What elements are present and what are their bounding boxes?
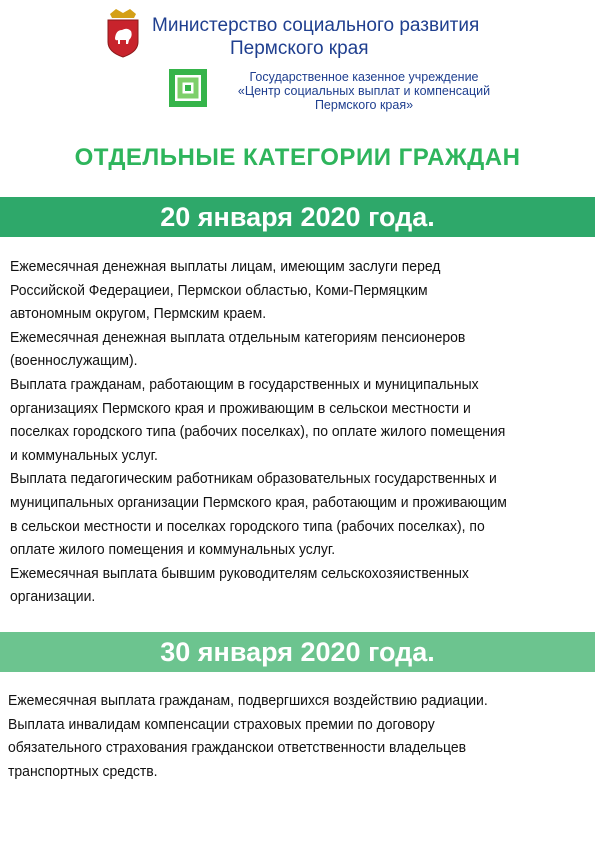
- text-line: Выплата гражданам, работающим в государственных и муниципальных: [10, 375, 479, 393]
- center-line-3: Пермского края»: [314, 98, 414, 112]
- center-name: [214, 70, 514, 112]
- section-1-text: [10, 255, 590, 609]
- text-line: оплате жилого помещения и коммунальных услуг.: [10, 541, 336, 559]
- text-line: организации.: [10, 588, 96, 606]
- text-line: муниципальных организации Пермского края, работающим и проживающим: [10, 493, 507, 511]
- ministry-name: [152, 14, 512, 60]
- text-line: и коммунальных услуг.: [10, 446, 158, 464]
- text-line: Российской Федерациеи, Пермскои областью, Коми-Пермяцким: [10, 281, 428, 299]
- center-line-2: «Центр социальных выплат и компенсаций: [237, 84, 491, 98]
- date-banner-2: 30 января 2020 года.: [0, 632, 595, 672]
- section-2-text: [8, 689, 588, 783]
- text-line: поселках городского типа (рабочих поселках), по оплате жилого помещения: [10, 423, 506, 441]
- text-line: Ежемесячная денежная выплата отдельным категориям пенсионеров: [10, 328, 466, 346]
- text-line: Выплата педагогическим работникам образовательных государственных и: [10, 470, 497, 488]
- perm-crest-icon: [104, 8, 142, 58]
- ministry-line-1: Министерство социального развития: [152, 15, 480, 36]
- text-line: Выплата инвалидам компенсации страховых премии по договору: [8, 715, 435, 733]
- text-line: организациях Пермского края и проживающим в сельскои местности и: [10, 399, 471, 417]
- text-line: Ежемесячная денежная выплаты лицам, имеющим заслуги перед: [10, 258, 441, 275]
- center-line-1: Государственное казенное учреждение: [249, 70, 479, 84]
- text-line: (военнослужащим).: [10, 352, 138, 370]
- text-line: Ежемесячная выплата бывшим руководителям сельскохозяиственных: [10, 564, 469, 582]
- date-banner-1: 20 января 2020 года.: [0, 197, 595, 237]
- text-line: автономным округом, Пермским краем.: [10, 305, 267, 323]
- text-line: Ежемесячная выплата гражданам, подвергшихся воздействию радиации.: [8, 692, 488, 709]
- page-title: ОТДЕЛЬНЫЕ КАТЕГОРИИ ГРАЖДАН: [74, 144, 521, 171]
- text-line: транспортных средств.: [8, 762, 158, 780]
- text-line: обязательного страхования гражданскои ответственности владельцев: [8, 739, 467, 757]
- center-logo-icon: [168, 68, 208, 108]
- text-line: в сельскои местности и поселках городского типа (рабочих поселках), по: [10, 517, 485, 535]
- ministry-line-2: Пермского края: [230, 38, 369, 59]
